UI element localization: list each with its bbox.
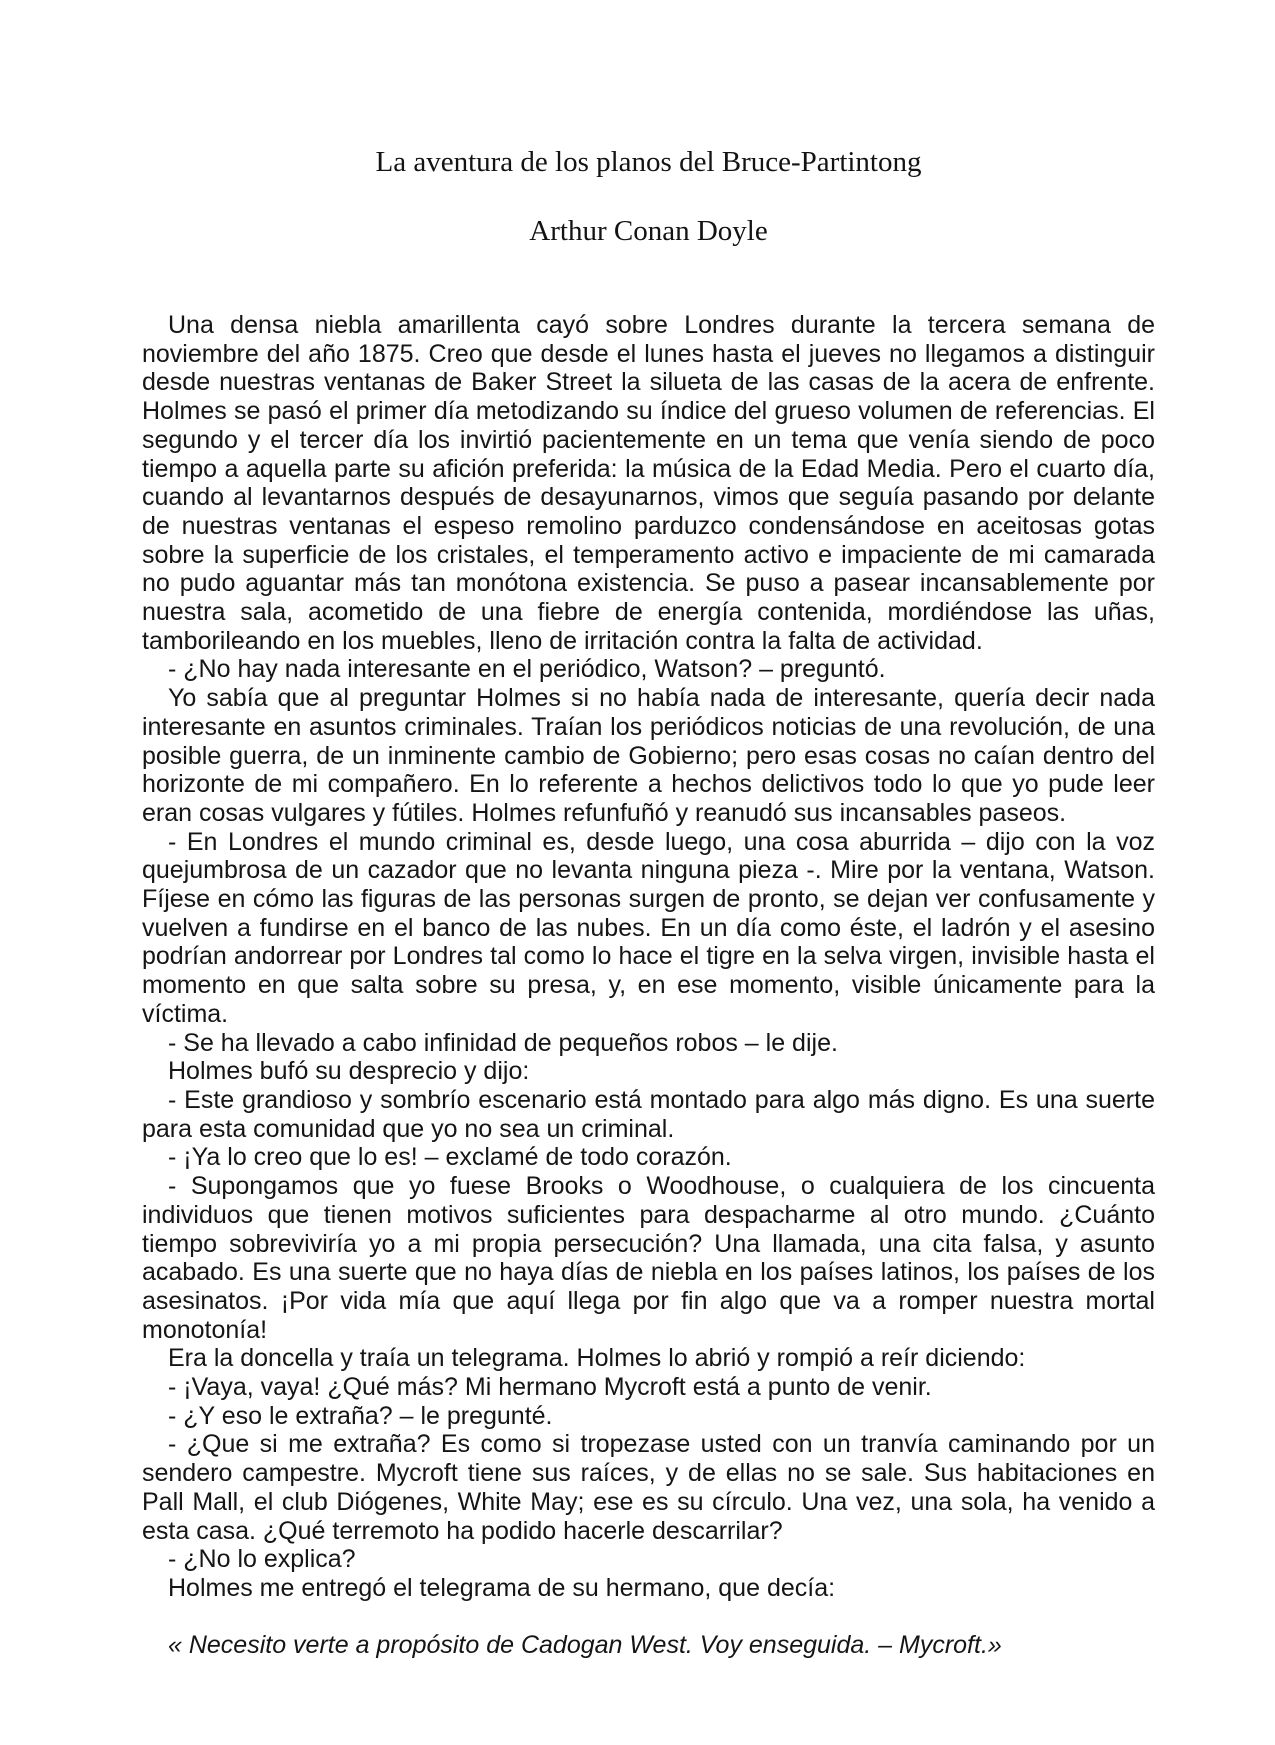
paragraph: - Se ha llevado a cabo infinidad de pequeños robos – le dije.	[168, 1028, 838, 1057]
paragraph: - En Londres el mundo criminal es, desde luego, una cosa aburrida – dijo con la voz quejumbrosa de un cazador que no levanta ninguna pieza -. Mire por la ventana, Watson. Fíjese en cómo las figuras de las personas surgen de pronto, se dejan ver confusamente y vuelven a fundirse en el banco de las nubes. En un día como éste, el ladrón y el asesino podrían andorrear por Londres tal como lo hace el tigre en la selva virgen, invisible hasta el momento en que salta sobre su presa, y, en ese momento, visible únicamente para la víctima.	[142, 827, 1155, 1028]
paragraph: Yo sabía que al preguntar Holmes si no había nada de interesante, quería decir nada interesante en asuntos criminales. Traían los periódicos noticias de una revolución, de una posible guerra, de un inminente cambio de Gobierno; pero esas cosas no caían dentro del horizonte de mi compañero. En lo referente a hechos delictivos todo lo que yo pude leer eran cosas vulgares y fútiles. Holmes refunfuñó y reanudó sus incansables paseos.	[142, 684, 1155, 827]
paragraph: - ¡Ya lo creo que lo es! – exclamé de todo corazón.	[168, 1143, 732, 1172]
paragraph: - ¿No lo explica?	[168, 1545, 356, 1574]
document-body	[142, 311, 1155, 1603]
paragraph: Holmes bufó su desprecio y dijo:	[168, 1057, 530, 1086]
document-title: La aventura de los planos del Bruce-Partintong	[375, 146, 922, 178]
paragraph: - ¿Y eso le extraña? – le pregunté.	[168, 1401, 553, 1430]
telegram-quote: « Necesito verte a propósito de Cadogan West. Voy enseguida. – Mycroft.»	[168, 1631, 1002, 1660]
paragraph: - ¿Que si me extraña? Es como si tropezase usted con un tranvía caminando por un sendero campestre. Mycroft tiene sus raíces, y de ellas no se sale. Sus habitaciones en Pall Mall, el club Diógenes, White May; ese es su círculo. Una vez, una sola, ha venido a esta casa. ¿Qué terremoto ha podido hacerle descarrilar?	[142, 1430, 1155, 1545]
paragraph: - Este grandioso y sombrío escenario está montado para algo más digno. Es una suerte para esta comunidad que yo no sea un criminal.	[142, 1085, 1155, 1143]
paragraph: - Supongamos que yo fuese Brooks o Woodhouse, o cualquiera de los cincuenta individuos que tienen motivos suficientes para despacharme al otro mundo. ¿Cuánto tiempo sobreviviría yo a mi propia persecución? Una llamada, una cita falsa, y asunto acabado. Es una suerte que no haya días de niebla en los países latinos, los países de los asesinatos. ¡Por vida mía que aquí llega por fin algo que va a romper nuestra mortal monotonía!	[142, 1172, 1155, 1344]
paragraph: Era la doncella y traía un telegrama. Holmes lo abrió y rompió a reír diciendo:	[168, 1344, 1026, 1373]
paragraph: - ¿No hay nada interesante en el periódico, Watson? – preguntó.	[168, 655, 886, 684]
paragraph: Una densa niebla amarillenta cayó sobre Londres durante la tercera semana de noviembre del año 1875. Creo que desde el lunes hasta el jueves no llegamos a distinguir desde nuestras ventanas de Baker Street la silueta de las casas de la acera de enfrente. Holmes se pasó el primer día metodizando su índice del grueso volumen de referencias. El segundo y el tercer día los invirtió pacientemente en un tema que venía siendo de poco tiempo a aquella parte su afición preferida: la música de la Edad Media. Pero el cuarto día, cuando al levantarnos después de desayunarnos, vimos que seguía pasando por delante de nuestras ventanas el espeso remolino parduzco condensándose en aceitosas gotas sobre la superficie de los cristales, el temperamento activo e impaciente de mi camarada no pudo aguantar más tan monótona existencia. Se puso a pasear incansablemente por nuestra sala, acometido de una fiebre de energía contenida, mordiéndose las uñas, tamborileando en los muebles, lleno de irritación contra la falta de actividad.	[142, 311, 1155, 655]
paragraph: - ¡Vaya, vaya! ¿Qué más? Mi hermano Mycroft está a punto de venir.	[168, 1373, 932, 1402]
paragraph: Holmes me entregó el telegrama de su hermano, que decía:	[168, 1573, 836, 1602]
document-author: Arthur Conan Doyle	[529, 215, 768, 247]
